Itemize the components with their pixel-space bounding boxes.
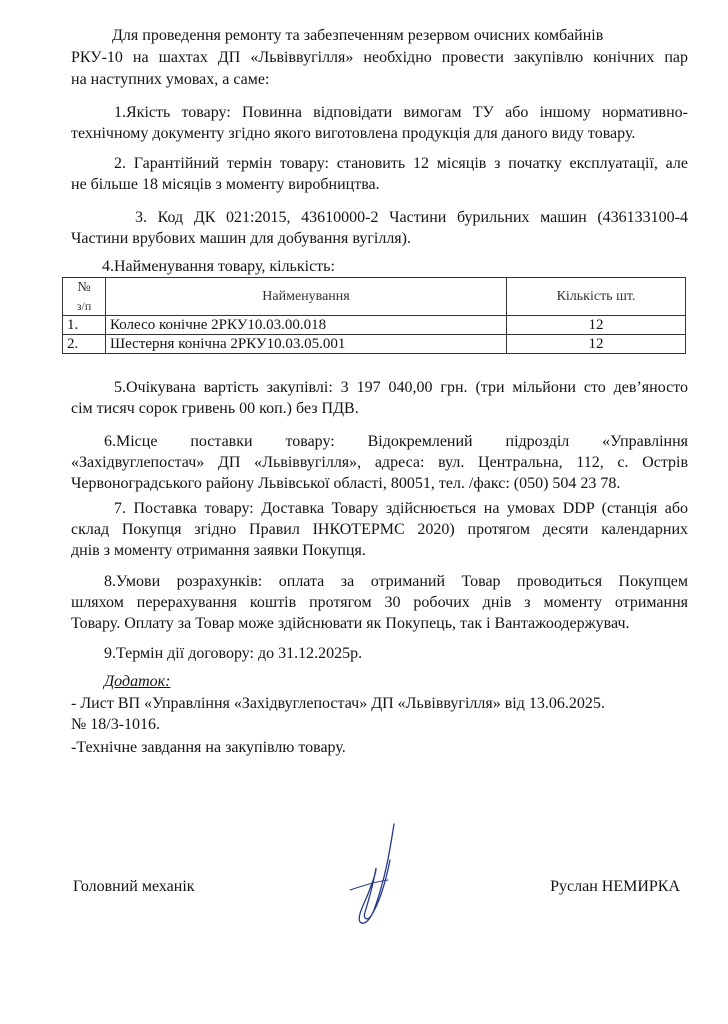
table-row (63, 335, 686, 354)
col-number-top: № (77, 279, 91, 295)
intro-line-2: РКУ-10 на шахтах ДП «Львіввугілля» необхідно провести закупівлю конічних пар (71, 49, 688, 66)
attachment-line-1: - Лист ВП «Управління «Західвуглепостач» ДП «Львіввугілля» від 13.06.2025. (71, 695, 605, 712)
attachment-line-3: -Технічне завдання на закупівлю товару. (71, 739, 346, 756)
warranty-line-1: 2. Гарантійний термін товару: становить 12 місяців з початку експлуатації, але (114, 155, 688, 172)
delivery-line-1: 7. Поставка товару: Доставка Товару здійснюється на умовах DDP (станція або (114, 500, 688, 517)
quality-line-1: 1.Якість товару: Повинна відповідати вимогам ТУ або іншому нормативно- (114, 104, 688, 121)
contract-term: 9.Термін дії договору: до 31.12.2025р. (104, 645, 363, 662)
attachment-line-2: № 18/3-1016. (71, 716, 161, 733)
table-header-row (63, 278, 686, 316)
intro-line-1: Для проведення ремонту та забезпеченням резервом очисних комбайнів (112, 27, 604, 44)
col-name-header: Найменування (106, 278, 507, 316)
row-number: 2. (63, 335, 106, 354)
items-table (62, 277, 686, 354)
signer-name: Руслан НЕМИРКА (550, 878, 680, 895)
row-qty: 12 (507, 316, 686, 335)
price-line-1: 5.Очікувана вартість закупівлі: 3 197 040,00 грн. (три мільйони сто дев’яносто (114, 379, 688, 396)
col-number-header (63, 278, 106, 316)
row-number: 1. (63, 316, 106, 335)
col-number-bottom: з/п (76, 298, 92, 313)
warranty-line-2: не більше 18 місяців з моменту виробництва. (71, 176, 380, 193)
row-name: Колесо конічне 2РКУ10.03.00.018 (106, 316, 507, 335)
col-qty-header: Кількість шт. (507, 278, 686, 316)
delivery-place-line-2: «Західвуглепостач» ДП «Львіввугілля», адреса: вул. Центральна, 112, с. Острів (71, 454, 688, 471)
table-row (63, 316, 686, 335)
signature-mark (330, 820, 410, 930)
items-heading: 4.Найменування товару, кількість: (102, 258, 335, 275)
price-line-2: сім тисяч сорок гривень 00 коп.) без ПДВ. (71, 400, 359, 417)
intro-line-3: на наступних умовах, а саме: (71, 71, 270, 88)
payment-line-1: 8.Умови розрахунків: оплата за отриманий Товар проводиться Покупцем (104, 573, 688, 590)
dk-code-line-1: 3. Код ДК 021:2015, 43610000-2 Частини бурильних машин (436133100-4 (135, 209, 688, 226)
dk-code-line-2: Частини врубових машин для добування вугілля). (71, 230, 411, 247)
signer-position: Головний механік (73, 878, 195, 895)
attachments-label: Додаток: (104, 673, 171, 690)
payment-line-3: Товару. Оплату за Товар може здійснювати як Покупець, так і Вантажоодержувач. (71, 615, 630, 632)
row-qty: 12 (507, 335, 686, 354)
quality-line-2: технічному документу згідно якого виготовлена продукція для даного виду товару. (71, 125, 636, 142)
delivery-place-line-1: 6.Місце поставки товару: Відокремлений підрозділ «Управління (104, 433, 688, 450)
row-name: Шестерня конічна 2РКУ10.03.05.001 (106, 335, 507, 354)
delivery-line-3: днів з моменту отримання заявки Покупця. (71, 542, 366, 559)
delivery-line-2: склад Покупця згідно Правил ІНКОТЕРМС 2020) протягом десяти календарних (71, 521, 688, 538)
payment-line-2: шляхом перерахування коштів протягом 30 робочих днів з моменту отримання (71, 594, 688, 611)
delivery-place-line-3: Червоноградського району Львівської області, 80051, тел. /факс: (050) 504 23 78. (71, 475, 621, 492)
